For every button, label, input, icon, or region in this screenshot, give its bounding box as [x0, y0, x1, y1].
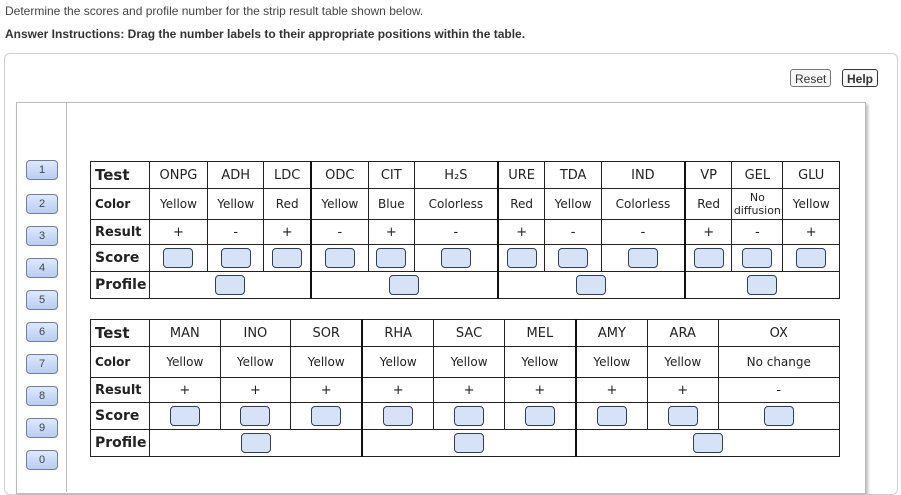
test-name: ADH: [207, 162, 264, 189]
number-label-6[interactable]: 6: [26, 322, 58, 342]
result-cell: -: [601, 220, 685, 245]
color-cell: No change: [718, 347, 840, 378]
color-cell: Blue: [368, 189, 414, 220]
strip-result-table-2: [90, 319, 840, 457]
test-name: GEL: [732, 162, 783, 189]
score-drop-slot[interactable]: [240, 406, 270, 426]
score-drop-slot[interactable]: [628, 248, 658, 268]
row-header-score: Score: [91, 403, 150, 430]
profile-drop-slot[interactable]: [454, 433, 484, 453]
test-name: ARA: [647, 320, 718, 347]
score-drop-slot[interactable]: [221, 248, 251, 268]
result-cell: +: [291, 378, 363, 403]
color-cell: Yellow: [647, 347, 718, 378]
test-name: MAN: [150, 320, 221, 347]
result-cell: +: [783, 220, 840, 245]
test-name: IND: [601, 162, 685, 189]
color-cell: Colorless: [414, 189, 498, 220]
result-cell: -: [207, 220, 264, 245]
score-drop-slot[interactable]: [764, 406, 794, 426]
number-label-0[interactable]: 0: [26, 450, 58, 470]
score-drop-slot[interactable]: [170, 406, 200, 426]
result-cell: +: [498, 220, 545, 245]
color-cell: Yellow: [545, 189, 602, 220]
test-name: LDC: [264, 162, 311, 189]
score-drop-slot[interactable]: [383, 406, 413, 426]
color-cell: Yellow: [576, 347, 648, 378]
score-drop-slot[interactable]: [325, 248, 355, 268]
color-cell: Yellow: [150, 347, 221, 378]
score-drop-slot[interactable]: [525, 406, 555, 426]
number-label-3[interactable]: 3: [26, 226, 58, 246]
row-header-color: Color: [91, 347, 150, 378]
result-cell: -: [545, 220, 602, 245]
row-header-color: Color: [91, 189, 150, 220]
test-name: SOR: [291, 320, 363, 347]
score-drop-slot[interactable]: [272, 248, 302, 268]
color-cell: Yellow: [362, 347, 434, 378]
question-text: Determine the scores and profile number for the strip result table shown below.: [5, 4, 424, 18]
color-cell: No diffusion: [732, 189, 783, 220]
row-header-score: Score: [91, 245, 150, 272]
result-cell: +: [220, 378, 291, 403]
test-name: SAC: [434, 320, 505, 347]
profile-drop-slot[interactable]: [747, 275, 777, 295]
score-drop-slot[interactable]: [376, 248, 406, 268]
test-name: CIT: [368, 162, 414, 189]
score-drop-slot[interactable]: [163, 248, 193, 268]
score-drop-slot[interactable]: [558, 248, 588, 268]
test-name: URE: [498, 162, 545, 189]
answer-instructions: Answer Instructions: Drag the number labels to their appropriate positions within the table.: [5, 27, 526, 41]
help-button[interactable]: Help: [842, 69, 878, 87]
test-name: MEL: [504, 320, 576, 347]
number-label-8[interactable]: 8: [26, 386, 58, 406]
test-name: INO: [220, 320, 291, 347]
color-cell: Red: [498, 189, 545, 220]
color-cell: Yellow: [207, 189, 264, 220]
color-cell: Yellow: [311, 189, 368, 220]
row-header-result: Result: [91, 378, 150, 403]
test-name: H₂S: [414, 162, 498, 189]
profile-drop-slot[interactable]: [215, 275, 245, 295]
number-label-2[interactable]: 2: [26, 194, 58, 214]
strip-result-table-1: [90, 161, 840, 299]
color-cell: Yellow: [504, 347, 576, 378]
result-cell: +: [685, 220, 732, 245]
number-label-7[interactable]: 7: [26, 354, 58, 374]
color-cell: Yellow: [150, 189, 208, 220]
color-cell: Yellow: [783, 189, 840, 220]
row-header-profile: Profile: [91, 430, 150, 457]
test-name: VP: [685, 162, 732, 189]
result-cell: +: [362, 378, 434, 403]
number-label-5[interactable]: 5: [26, 290, 58, 310]
test-name: ONPG: [150, 162, 208, 189]
profile-drop-slot[interactable]: [241, 433, 271, 453]
number-label-9[interactable]: 9: [26, 418, 58, 438]
profile-drop-slot[interactable]: [389, 275, 419, 295]
row-header-result: Result: [91, 220, 150, 245]
row-header-test: Test: [91, 320, 150, 347]
result-cell: +: [264, 220, 311, 245]
reset-button[interactable]: Reset: [790, 69, 831, 87]
score-drop-slot[interactable]: [742, 248, 772, 268]
result-cell: -: [732, 220, 783, 245]
color-cell: Yellow: [291, 347, 363, 378]
test-name: TDA: [545, 162, 602, 189]
color-cell: Red: [685, 189, 732, 220]
color-cell: Yellow: [434, 347, 505, 378]
score-drop-slot[interactable]: [694, 248, 724, 268]
result-cell: +: [504, 378, 576, 403]
result-cell: -: [414, 220, 498, 245]
profile-drop-slot[interactable]: [576, 275, 606, 295]
result-cell: +: [150, 220, 208, 245]
result-cell: +: [368, 220, 414, 245]
color-cell: Red: [264, 189, 311, 220]
score-drop-slot[interactable]: [441, 248, 471, 268]
row-header-test: Test: [91, 162, 150, 189]
score-drop-slot[interactable]: [668, 406, 698, 426]
test-name: RHA: [362, 320, 434, 347]
result-cell: +: [647, 378, 718, 403]
result-cell: -: [311, 220, 368, 245]
score-drop-slot[interactable]: [597, 406, 627, 426]
result-cell: +: [576, 378, 648, 403]
score-drop-slot[interactable]: [796, 248, 826, 268]
test-name: GLU: [783, 162, 840, 189]
score-drop-slot[interactable]: [507, 248, 537, 268]
score-drop-slot[interactable]: [311, 406, 341, 426]
result-cell: +: [434, 378, 505, 403]
row-header-profile: Profile: [91, 272, 150, 299]
test-name: OX: [718, 320, 840, 347]
test-name: ODC: [311, 162, 368, 189]
test-name: AMY: [576, 320, 648, 347]
score-drop-slot[interactable]: [454, 406, 484, 426]
result-cell: +: [150, 378, 221, 403]
number-label-1[interactable]: 1: [26, 160, 58, 180]
color-cell: Colorless: [601, 189, 685, 220]
color-cell: Yellow: [220, 347, 291, 378]
number-label-4[interactable]: 4: [26, 258, 58, 278]
result-cell: -: [718, 378, 840, 403]
profile-drop-slot[interactable]: [693, 433, 723, 453]
